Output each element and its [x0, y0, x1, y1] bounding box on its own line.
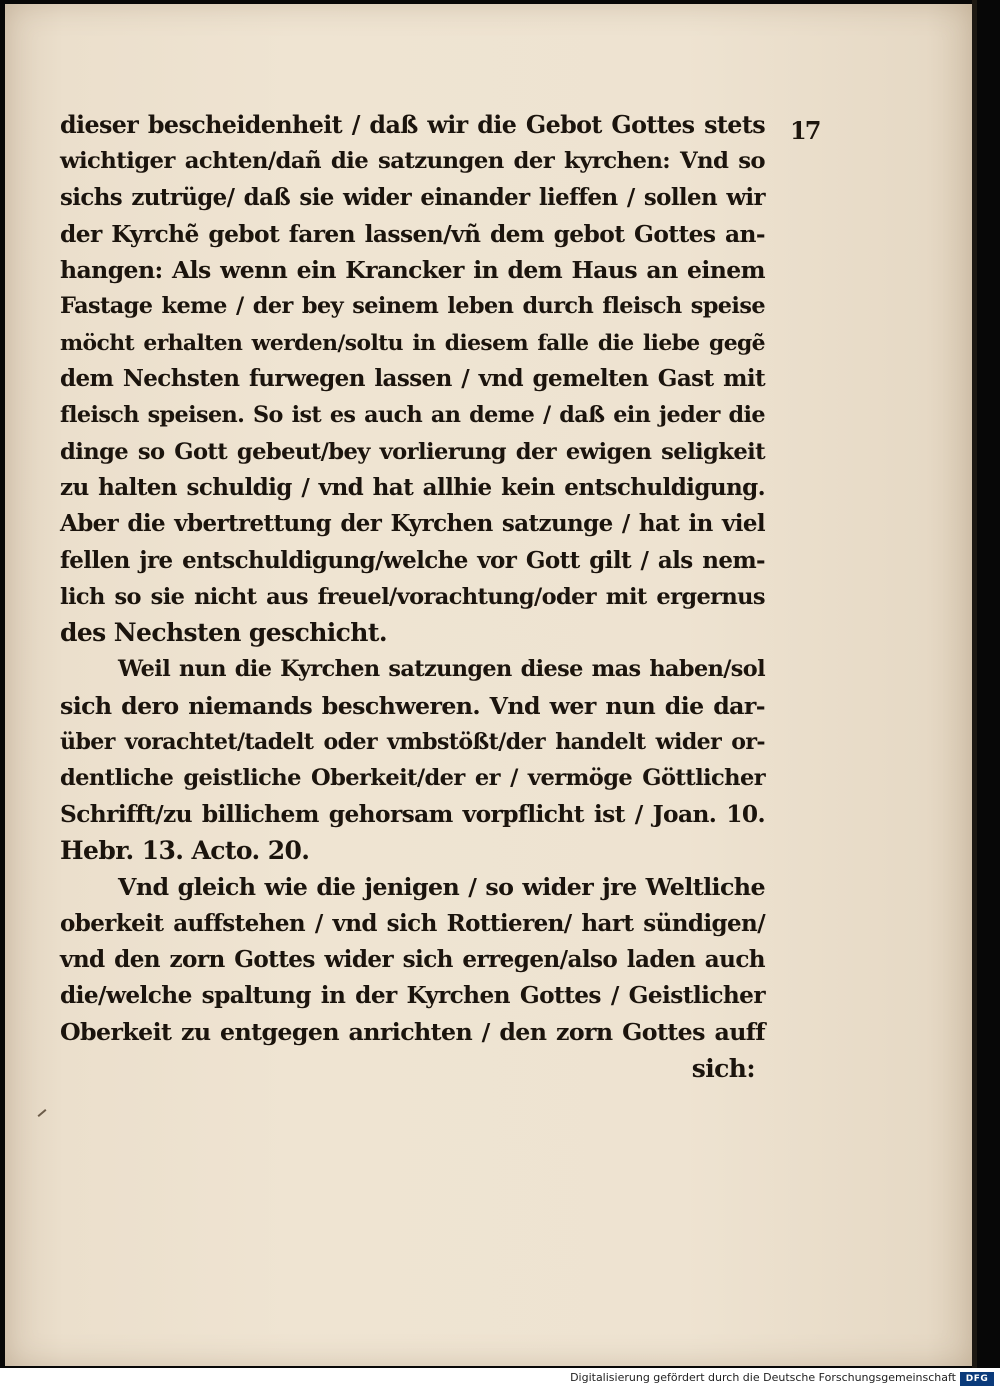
body-text — [60, 107, 765, 1087]
text-line: Fastage keme / der bey seinem leben durch fleisch speise — [60, 293, 765, 320]
text-line: zu halten schuldig / vnd hat allhie kein entschuldigung. — [60, 473, 765, 501]
text-line: sichs zutrüge/ daß sie wider einander lieffen / sollen wir — [60, 183, 765, 211]
funding-credit: Digitalisierung gefördert durch die Deutsche Forschungsgemeinschaft — [570, 1371, 956, 1384]
text-line: möcht erhalten werden/soltu in diesem falle die liebe gegẽ — [60, 329, 765, 356]
text-line: dentliche geistliche Oberkeit/der er / vermöge Göttlicher — [60, 765, 765, 792]
text-line: die/welche spaltung in der Kyrchen Gottes / Geistlicher — [60, 982, 765, 1010]
catchword: sich: — [691, 1053, 755, 1083]
text-line: dem Nechsten furwegen lassen / vnd gemelten Gast mit — [60, 365, 765, 393]
text-line: der Kyrchẽ gebot faren lassen/vñ dem gebot Gottes an- — [60, 219, 765, 248]
text-line: Oberkeit zu entgegen anrichten / den zorn Gottes auff — [60, 1018, 765, 1047]
text-line: des Nechsten geschicht. — [60, 618, 387, 648]
page-edge-shadow — [972, 0, 977, 1368]
text-line: fleisch speisen. So ist es auch an deme / daß ein jeder die — [60, 402, 765, 429]
text-line: Vnd gleich wie die jenigen / so wider jre Weltliche — [118, 873, 765, 902]
text-line: wichtiger achten/dañ die satzungen der kyrchen: Vnd so — [60, 148, 765, 175]
text-line: Schrifft/zu billichem gehorsam vorpflicht ist / Joan. 10. — [60, 800, 765, 828]
footer-bar — [0, 1368, 1000, 1390]
text-line: dieser bescheidenheit / daß wir die Gebot Gottes stets — [60, 111, 765, 139]
text-line: vnd den zorn Gottes wider sich erregen/also laden auch — [60, 945, 765, 973]
text-line: Aber die vbertrettung der Kyrchen satzunge / hat in viel — [60, 510, 765, 538]
text-line: Hebr. 13. Acto. 20. — [60, 835, 310, 865]
text-line: hangen: Als wenn ein Krancker in dem Haus an einem — [60, 256, 765, 285]
text-line: lich so sie nicht aus freuel/vorachtung/oder mit ergernus — [60, 583, 765, 610]
dfg-logo-icon: DFG — [960, 1372, 994, 1386]
text-line: Weil nun die Kyrchen satzungen diese mas haben/sol — [118, 656, 765, 683]
text-line: fellen jre entschuldigung/welche vor Gott gilt / als nem- — [60, 546, 765, 574]
text-line: sich dero niemands beschweren. Vnd wer nun die dar- — [60, 691, 765, 720]
book-page — [5, 4, 975, 1366]
page-number: 17 — [790, 116, 820, 145]
text-line: über vorachtet/tadelt oder vmbstößt/der handelt wider or- — [60, 729, 765, 756]
text-line: oberkeit auffstehen / vnd sich Rottieren/ hart sündigen/ — [60, 909, 765, 937]
paper-mark — [38, 1109, 47, 1117]
text-line: dinge so Gott gebeut/bey vorlierung der ewigen seligkeit — [60, 438, 765, 465]
